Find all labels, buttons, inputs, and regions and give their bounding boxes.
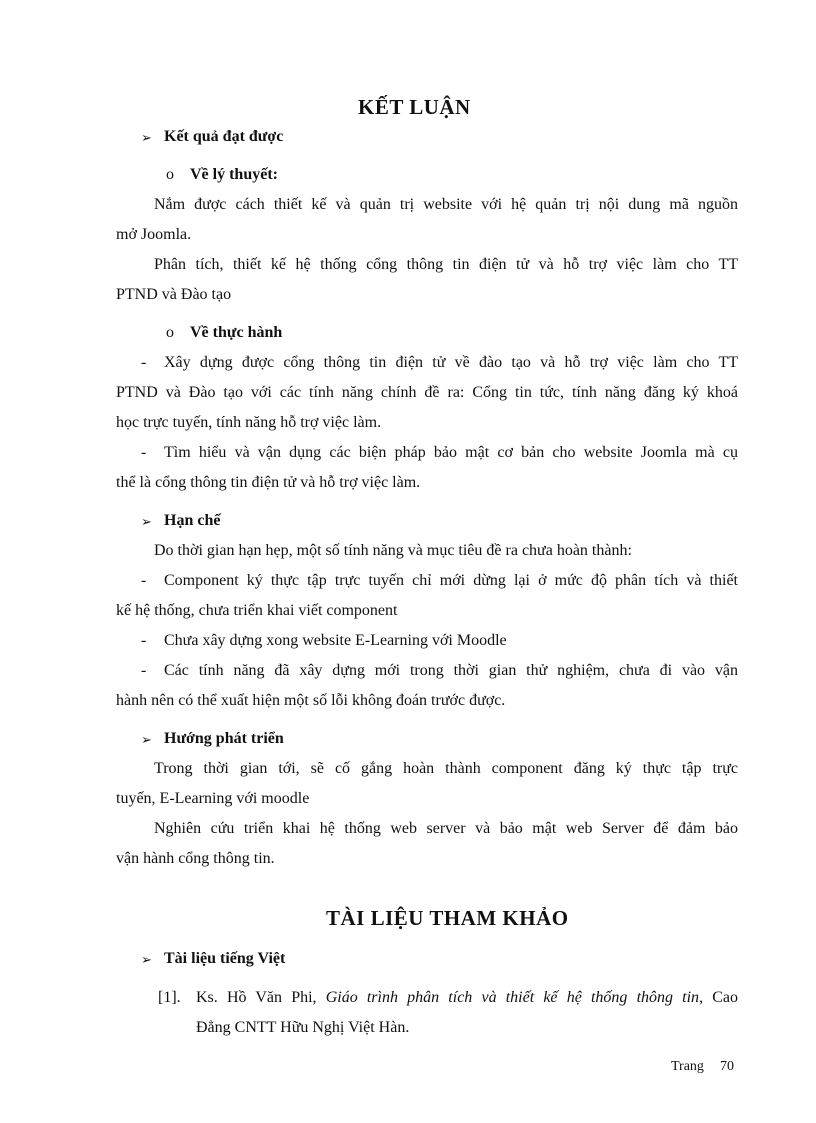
arrow-bullet-icon: ➢ — [141, 514, 152, 529]
page-number: 70 — [720, 1059, 734, 1074]
heading-vietnamese-references: Tài liệu tiếng Việt — [164, 950, 286, 967]
paragraph-line: Nghiên cứu triển khai hệ thống web server và bảo mật web Server để đảm bảo — [154, 820, 738, 837]
paragraph-line: Do thời gian hạn hẹp, một số tính năng và mục tiêu đề ra chưa hoàn thành: — [154, 542, 632, 559]
page-label: Trang — [671, 1059, 704, 1074]
paragraph-line: Các tính năng đã xây dựng mới trong thời gian thử nghiệm, chưa đi vào vận — [164, 662, 738, 679]
subheading-practice: Về thực hành — [190, 324, 283, 341]
arrow-bullet-icon: ➢ — [141, 130, 152, 145]
circle-bullet-icon: o — [166, 324, 174, 341]
heading-results: Kết quả đạt được — [164, 128, 284, 145]
paragraph-line: PTND và Đào tạo — [116, 286, 232, 303]
paragraph-line: Component ký thực tập trực tuyến chỉ mới dừng lại ở mức độ phân tích và thiết — [164, 572, 738, 589]
paragraph-line: hành nên có thể xuất hiện một số lỗi không đoán trước được. — [116, 692, 506, 709]
paragraph-line: PTND và Đào tạo với các tính năng chính đề ra: Cổng tin tức, tính năng đăng ký khoá — [116, 384, 738, 401]
dash-bullet: - — [141, 632, 147, 649]
section-title-references: TÀI LIỆU THAM KHẢO — [326, 906, 569, 930]
paragraph-line: vận hành cổng thông tin. — [116, 850, 275, 867]
reference-author: Ks. Hồ Văn Phi, — [196, 989, 326, 1006]
heading-limits: Hạn chế — [164, 512, 221, 529]
dash-bullet: - — [141, 444, 147, 461]
heading-future: Hướng phát triển — [164, 730, 284, 747]
subheading-theory: Về lý thuyết: — [190, 166, 278, 183]
paragraph-line: Tìm hiểu và vận dụng các biện pháp bảo mật cơ bản cho website Joomla mà cụ — [164, 444, 738, 461]
paragraph-line: mở Joomla. — [116, 226, 192, 243]
reference-number: [1]. — [158, 989, 181, 1006]
paragraph-line: Phân tích, thiết kế hệ thống cổng thông tin điện tử và hỗ trợ việc làm cho TT — [154, 256, 738, 273]
circle-bullet-icon: o — [166, 166, 174, 183]
paragraph-line: Nắm được cách thiết kế và quản trị website với hệ quản trị nội dung mã nguồn — [154, 196, 738, 213]
dash-bullet: - — [141, 572, 147, 589]
reference-title: Giáo trình phân tích và thiết kế hệ thống thông tin — [325, 989, 700, 1006]
section-title-conclusion: KẾT LUẬN — [358, 95, 471, 119]
arrow-bullet-icon: ➢ — [141, 952, 152, 967]
paragraph-line: học trực tuyến, tính năng hỗ trợ việc làm. — [116, 414, 382, 431]
arrow-bullet-icon: ➢ — [141, 732, 152, 747]
paragraph-line: Trong thời gian tới, sẽ cố gắng hoàn thành component đăng ký thực tập trực — [154, 760, 738, 777]
paragraph-line: thể là cổng thông tin điện tử và hỗ trợ việc làm. — [116, 474, 421, 491]
reference-line — [196, 989, 738, 1007]
paragraph-line: Chưa xây dựng xong website E-Learning với Moodle — [164, 632, 507, 649]
paragraph-line: tuyến, E-Learning với moodle — [116, 790, 310, 807]
paragraph-line: Xây dựng được cổng thông tin điện tử về đào tạo và hỗ trợ việc làm cho TT — [164, 354, 738, 371]
reference-rest: , Cao — [699, 989, 738, 1006]
reference-line: Đẳng CNTT Hữu Nghị Việt Hàn. — [196, 1019, 410, 1036]
dash-bullet: - — [141, 354, 147, 371]
dash-bullet: - — [141, 662, 147, 679]
paragraph-line: kế hệ thống, chưa triển khai viết component — [116, 602, 398, 619]
